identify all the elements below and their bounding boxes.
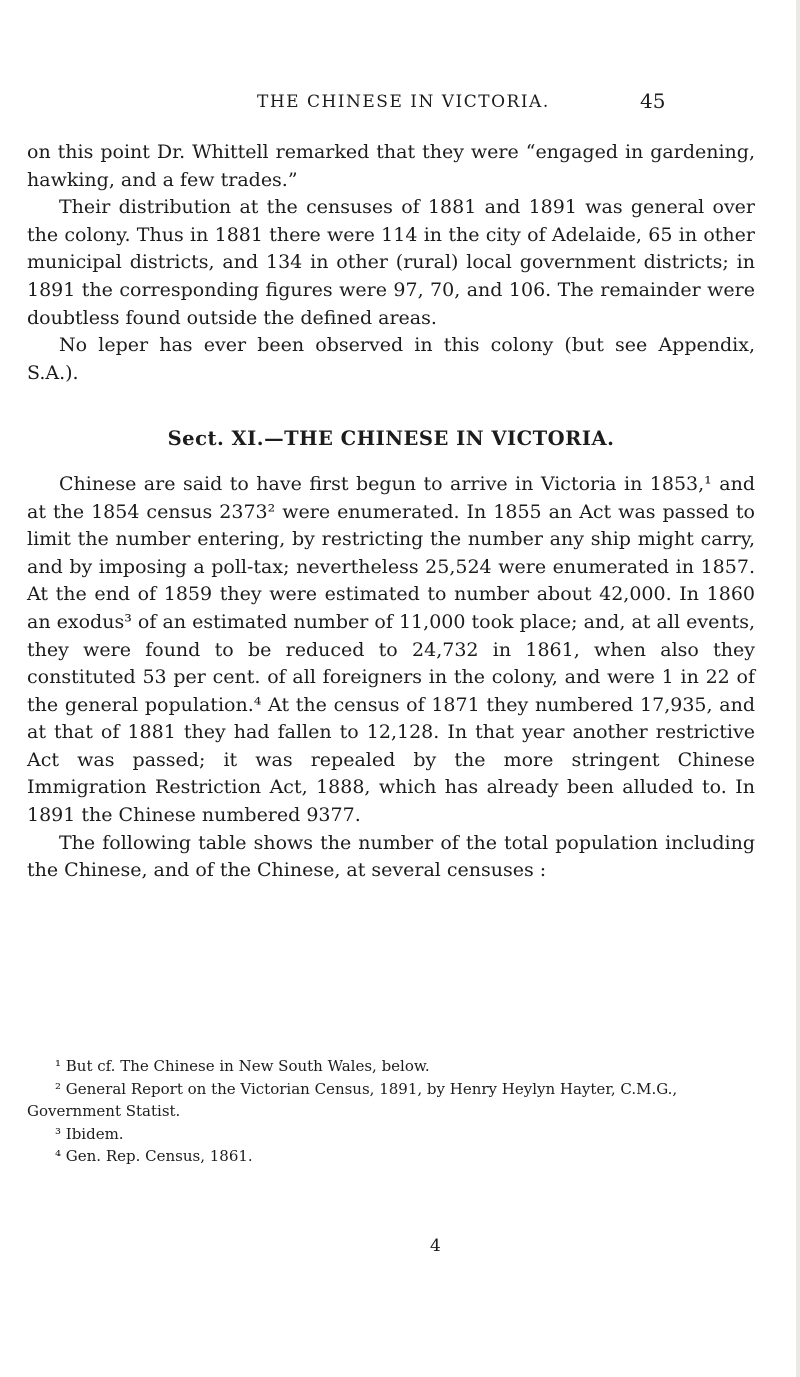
page-number: 45 [640, 89, 666, 113]
page-edge [796, 0, 800, 1377]
paragraph: Chinese are said to have first begun to arrive in Victoria in 1853,¹ and at the 1854 census 2373² were enumerated. In 1855 an Act was passed to limit the number entering, by restricting the number any ship might carry, and by imposing a poll-tax; nevertheless 25,524 were enumerated in 1857. At the end of 1859 they were estimated to number about 42,000. In 1860 an exodus³ of an estimated number of 11,000 took place; and, at all events, they were found to be reduced to 24,732 in 1861, when also they constituted 53 per cent. of all foreigners in the colony, and were 1 in 22 of the general population.⁴ At the census of 1871 they numbered 17,935, and at that of 1881 they had fallen to 12,128. In that year another restrictive Act was passed; it was repealed by the more stringent Chinese Immigration Restriction Act, 1888, which has already been alluded to. In 1891 the Chinese numbered 9377. [27, 472, 755, 827]
paragraph: on this point Dr. Whittell remarked that they were “engaged in gardening, hawking, and a few trades.” [27, 141, 755, 191]
footnotes [27, 1055, 755, 1168]
paragraph: Their distribution at the censuses of 1881 and 1891 was general over the colony. Thus in 1881 there were 114 in the city of Adelaide, 65 in other municipal districts, and 134 in other (rural) local government districts; in 1891 the corresponding figures were 97, 70, and 106. The remainder were doubtless found outside the defined areas. [27, 196, 755, 329]
running-head [0, 89, 800, 122]
section-heading: Sect. XI.—THE CHINESE IN VICTORIA. [167, 427, 615, 451]
signature-mark: 4 [430, 1236, 441, 1256]
footnote: ³ Ibidem. [55, 1124, 124, 1143]
footnote: ² General Report on the Victorian Census, 1891, by Henry Heylyn Hayter, C.M.G., Government Statist. [27, 1079, 678, 1120]
body-text [27, 139, 755, 885]
footnote: ⁴ Gen. Rep. Census, 1861. [55, 1147, 253, 1165]
running-title: THE CHINESE IN VICTORIA. [257, 92, 550, 112]
footnote: ¹ But cf. The Chinese in New South Wales, below. [55, 1057, 430, 1075]
paragraph: No leper has ever been observed in this colony (but see Appendix, S.A.). [27, 334, 755, 384]
paragraph: The following table shows the number of the total population including the Chinese, and of the Chinese, at several censuses : [27, 831, 755, 882]
